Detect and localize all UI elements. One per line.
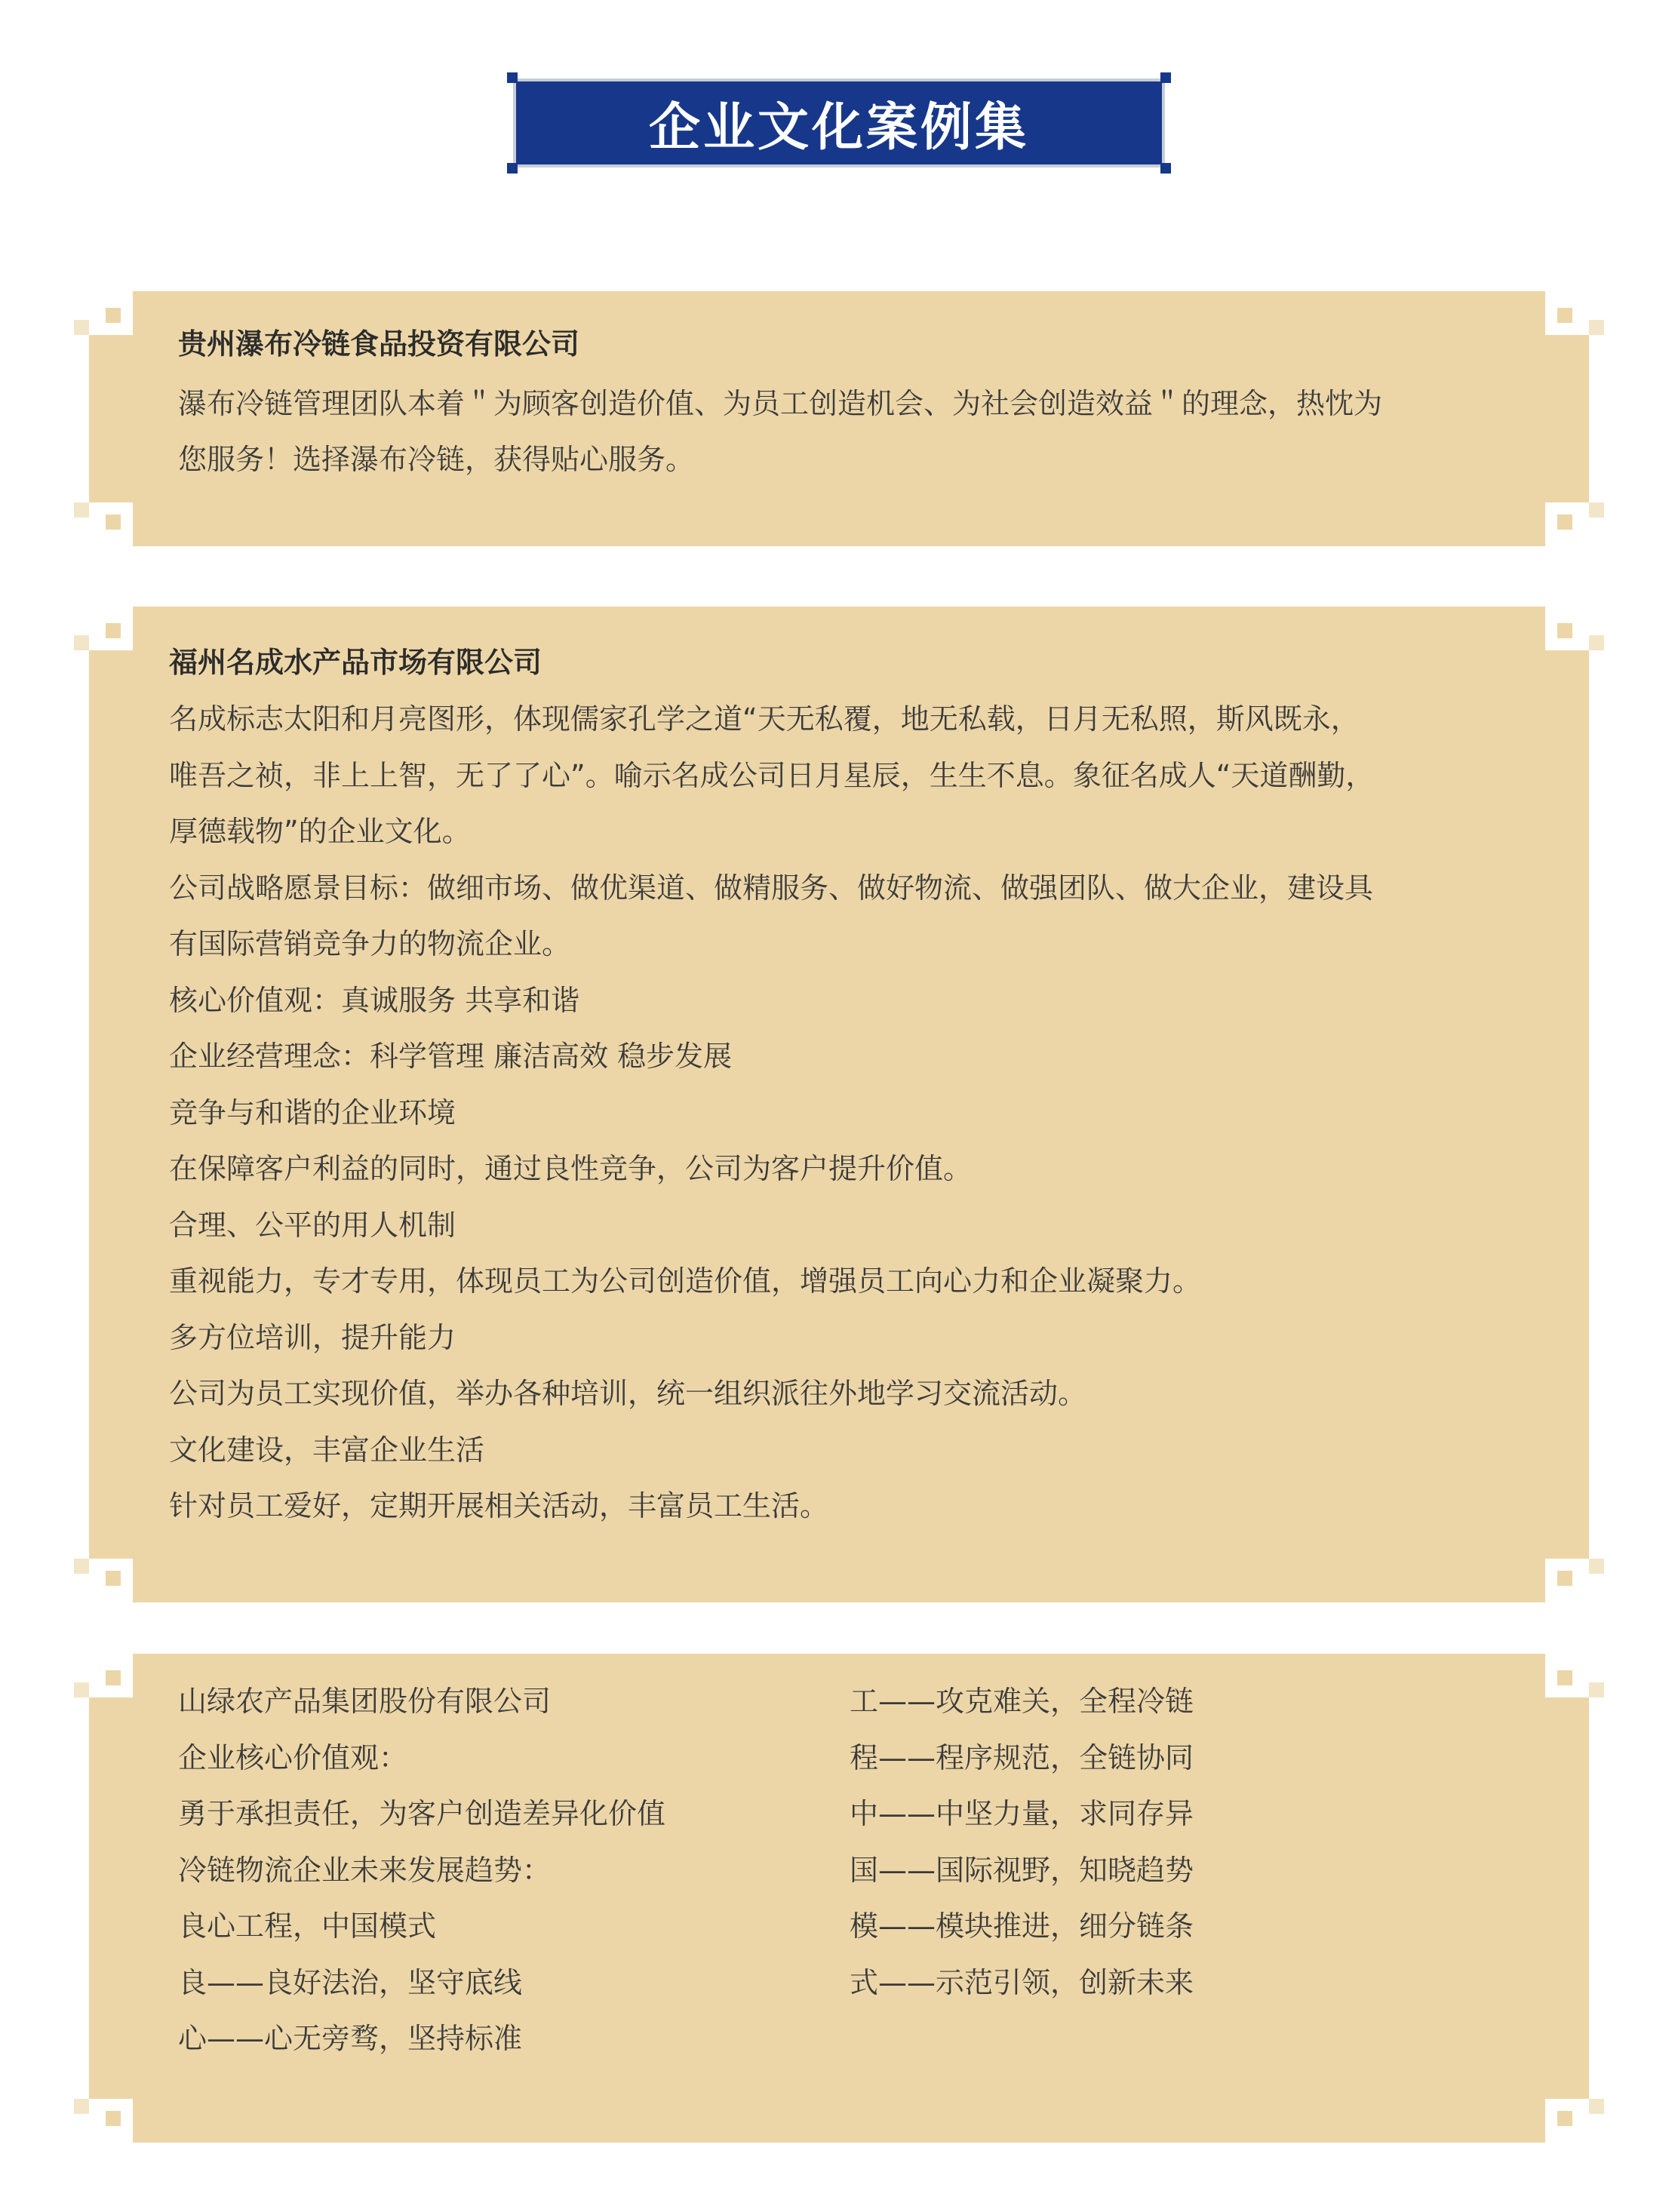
text-line: 式——示范引领，创新未来 (850, 1965, 1194, 1999)
text-line: 良心工程，中国模式 (178, 1909, 437, 1943)
text-line: 模——模块推进，细分链条 (850, 1909, 1194, 1943)
card-side (89, 1697, 133, 2099)
text-line: 唯吾之祯，非上上智，无了了心”。喻示名成公司日月星辰，生生不息。象征名成人“天道酬勤， (169, 758, 1375, 792)
company-card-fuzhou (89, 607, 1589, 1602)
text-line: 冷链物流企业未来发展趋势： (178, 1853, 552, 1887)
card-corner-decoration (74, 2099, 89, 2114)
text-line: 核心价值观：真诚服务 共享和谐 (169, 983, 580, 1017)
card-corner-decoration (1557, 1571, 1572, 1586)
company-name: 福州名成水产品市场有限公司 (169, 646, 542, 679)
text-line: 您服务！选择瀑布冷链，获得贴心服务。 (178, 443, 695, 476)
text-line: 公司为员工实现价值，举办各种培训，统一组织派往外地学习交流活动。 (169, 1377, 1087, 1410)
text-line: 山绿农产品集团股份有限公司 (178, 1685, 552, 1718)
card-content (178, 321, 1500, 487)
text-line: 瀑布冷链管理团队本着＂为顾客创造价值、为员工创造机会、为社会创造效益＂的理念，热忱为 (178, 387, 1383, 420)
card-content (169, 640, 1500, 1535)
text-line: 竞争与和谐的企业环境 (169, 1095, 456, 1129)
card-corner-decoration (1557, 623, 1572, 638)
card-corner-decoration (106, 2111, 121, 2126)
card-corner-decoration (1589, 320, 1604, 335)
card-corner-decoration (1557, 2111, 1572, 2126)
card-side (1545, 650, 1589, 1559)
card-corner-decoration (1589, 1682, 1604, 1697)
card-corner-decoration (74, 1559, 89, 1574)
card-corner-decoration (106, 308, 121, 323)
card-side (1545, 335, 1589, 502)
card-corner-decoration (106, 515, 121, 530)
card-corner-decoration (74, 320, 89, 335)
card-corner-decoration (1557, 308, 1572, 323)
text-line: 工——攻克难关，全程冷链 (850, 1685, 1194, 1718)
page-title: 企业文化案例集 (648, 97, 1029, 158)
text-line: 在保障客户利益的同时，通过良性竞争，公司为客户提升价值。 (169, 1152, 973, 1185)
text-line: 程——程序规范，全链协同 (850, 1740, 1194, 1774)
text-line: 合理、公平的用人机制 (169, 1208, 456, 1242)
text-line: 勇于承担责任，为客户创造差异化价值 (178, 1797, 666, 1830)
card-corner-decoration (1557, 515, 1572, 530)
text-line: 企业核心价值观： (178, 1740, 408, 1774)
text-line: 国——国际视野，知晓趋势 (850, 1853, 1194, 1887)
text-line: 文化建设，丰富企业生活 (169, 1433, 485, 1467)
text-line: 良——良好法治，坚守底线 (178, 1965, 523, 1999)
card-corner-decoration (1557, 1670, 1572, 1685)
title-banner (507, 72, 1171, 174)
card-corner-decoration (74, 502, 89, 518)
text-line: 厚德载物”的企业文化。 (169, 815, 471, 848)
card-corner-decoration (1589, 502, 1604, 518)
text-line: 重视能力，专才专用，体现员工为公司创造价值，增强员工向心力和企业凝聚力。 (169, 1264, 1202, 1298)
company-name: 贵州瀑布冷链食品投资有限公司 (178, 327, 580, 361)
card-corner-decoration (106, 1571, 121, 1586)
text-line: 多方位培训，提升能力 (169, 1320, 456, 1354)
right-column (850, 1673, 1194, 2011)
text-line: 心——心无旁骛，坚持标准 (178, 2022, 523, 2055)
company-card-guizhou (89, 291, 1589, 546)
text-line: 名成标志太阳和月亮图形，体现儒家孔学之道“天无私覆，地无私载，日月无私照，斯风既永， (169, 702, 1360, 736)
card-side (89, 650, 133, 1559)
card-corner-decoration (74, 1682, 89, 1697)
text-line: 中——中坚力量，求同存异 (850, 1797, 1194, 1830)
text-line: 针对员工爱好，定期开展相关活动，丰富员工生活。 (169, 1489, 829, 1522)
card-side (1545, 1697, 1589, 2099)
text-line: 公司战略愿景目标：做细市场、做优渠道、做精服务、做好物流、做强团队、做大企业，建设具 (169, 871, 1374, 905)
left-column (178, 1673, 665, 2067)
text-line: 有国际营销竞争力的物流企业。 (169, 927, 571, 960)
card-side (89, 335, 133, 502)
card-corner-decoration (1589, 635, 1604, 650)
text-line: 企业经营理念：科学管理 廉洁高效 稳步发展 (169, 1040, 733, 1073)
card-corner-decoration (74, 635, 89, 650)
card-corner-decoration (106, 1670, 121, 1685)
card-corner-decoration (1589, 1559, 1604, 1574)
company-card-shanlv (89, 1654, 1589, 2143)
card-corner-decoration (1589, 2099, 1604, 2114)
card-corner-decoration (106, 623, 121, 638)
